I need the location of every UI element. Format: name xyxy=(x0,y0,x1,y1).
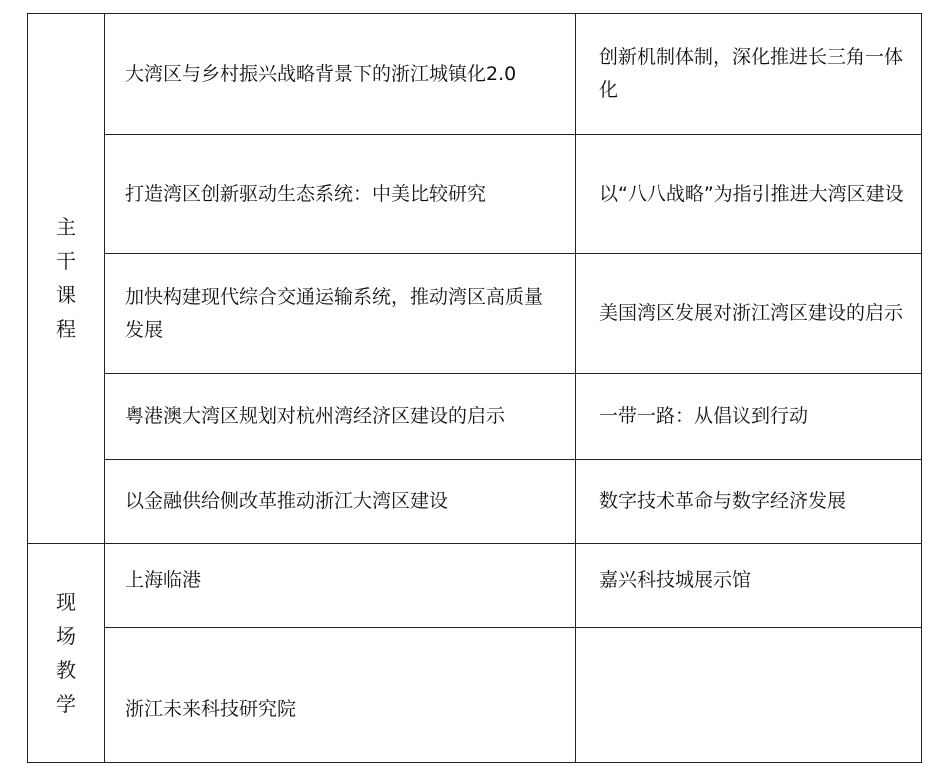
site-cell: 嘉兴科技城展示馆 xyxy=(576,544,922,628)
table-row xyxy=(28,460,922,544)
table-row xyxy=(28,544,922,628)
section-label-main-courses xyxy=(28,14,105,544)
section-label-text: 现场教学 xyxy=(56,589,76,716)
course-cell: 粤港澳大湾区规划对杭州湾经济区建设的启示 xyxy=(105,374,576,460)
table-row xyxy=(28,628,922,763)
course-cell: 数字技术革命与数字经济发展 xyxy=(576,460,922,544)
course-cell: 美国湾区发展对浙江湾区建设的启示 xyxy=(576,254,922,374)
course-cell: 大湾区与乡村振兴战略背景下的浙江城镇化2.0 xyxy=(105,14,576,135)
site-cell xyxy=(576,628,922,763)
course-cell: 加快构建现代综合交通运输系统，推动湾区高质量发展 xyxy=(105,254,576,374)
site-cell: 浙江未来科技研究院 xyxy=(105,628,576,763)
course-cell: 打造湾区创新驱动生态系统：中美比较研究 xyxy=(105,135,576,254)
course-cell: 一带一路：从倡议到行动 xyxy=(576,374,922,460)
table-row xyxy=(28,135,922,254)
section-label-text: 主干课程 xyxy=(56,215,76,341)
course-cell: 以“八八战略”为指引推进大湾区建设 xyxy=(576,135,922,254)
course-cell: 以金融供给侧改革推动浙江大湾区建设 xyxy=(105,460,576,544)
table-row xyxy=(28,254,922,374)
table-row xyxy=(28,374,922,460)
table-row xyxy=(28,14,922,135)
course-cell: 创新机制体制，深化推进长三角一体化 xyxy=(576,14,922,135)
site-cell: 上海临港 xyxy=(105,544,576,628)
section-label-field-teaching xyxy=(28,544,105,763)
curriculum-table xyxy=(27,13,922,763)
